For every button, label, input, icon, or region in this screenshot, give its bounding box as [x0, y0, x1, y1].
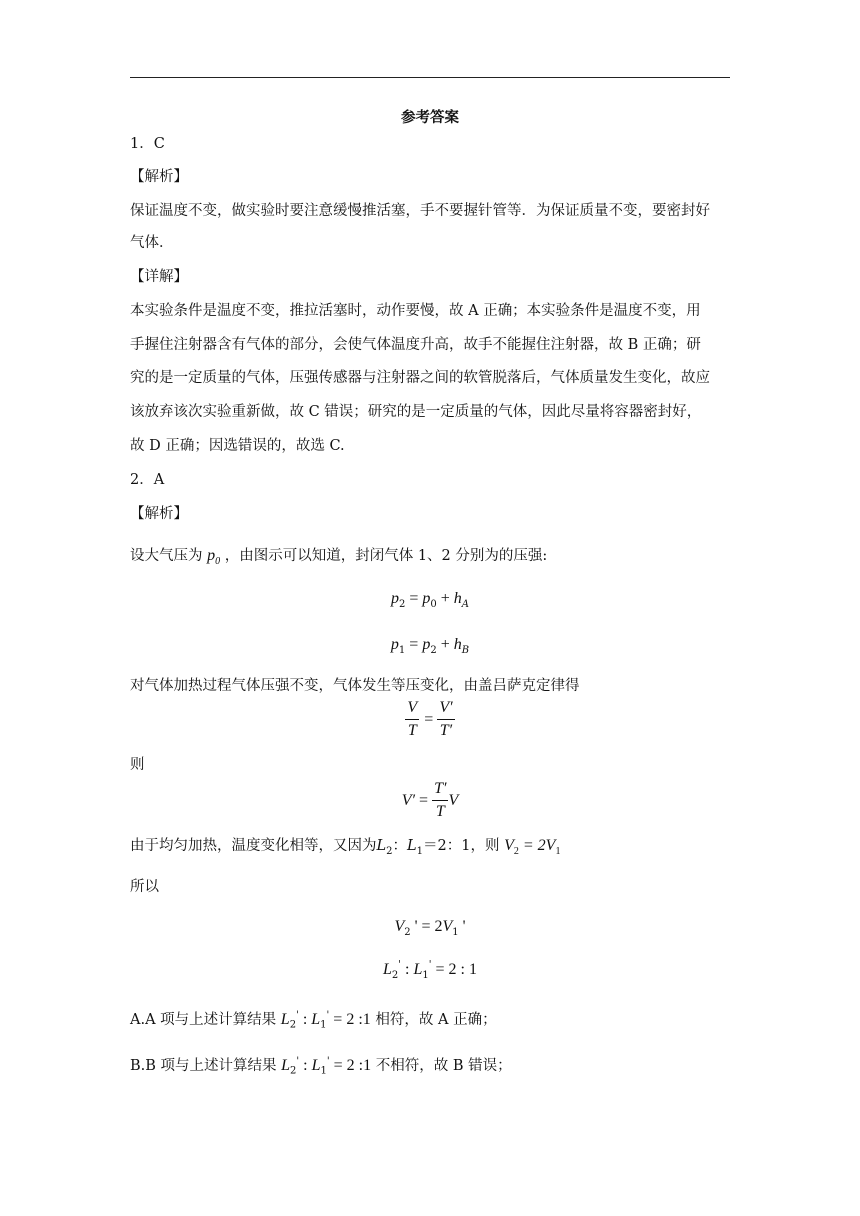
formula-p0: $p_0$ — [207, 547, 221, 568]
q2-line-1 — [130, 546, 730, 572]
option-b-text-b: 不相符，故 B 错误； — [375, 1057, 512, 1074]
q1-detail-line-1: 本实验条件是温度不变，推拉活塞时，动作要慢，故 A 正确；本实验条件是温度不变，用 — [130, 303, 701, 319]
q1-detail-line-4: 该放弃该次实验重新做，故 C 错误；研究的是一定质量的气体，因此尽量将容器密封好， — [130, 404, 702, 420]
q2-line-2: 对气体加热过程气体压强不变，气体发生等压变化，由盖吕萨克定律得 — [130, 678, 580, 694]
q2-line-3: 则 — [130, 757, 145, 773]
option-b-line: B.B 项与上述计算结果 $L_2'$ : $L_1' = 2$ :1 不相符，故 B 错误； — [130, 1056, 512, 1077]
option-a-text-b: 相符，故 A 正确； — [375, 1011, 497, 1028]
equation-v2prime: $V_2$ ' = $2V_1$ ' — [394, 918, 466, 939]
equation-gay-lussac: $\frac{V}{T}$ = $\frac{V'}{T'}$ — [407, 699, 453, 739]
q2-line-4-text-b: ，则 — [470, 838, 500, 854]
equation-l-ratio: $L_2'$ : $L_1' = 2$ : 1 — [383, 959, 477, 982]
q2-line-1-text-a: 设大气压为 — [130, 548, 203, 564]
q1-detail-line-3: 究的是一定质量的气体，压强传感器与注射器之间的软管脱落后，气体质量发生变化，故应 — [130, 370, 710, 386]
equation-p2: $p_2 = p_0 + h_A$ — [390, 590, 470, 611]
q2-line-1-text-b: ，由图示可以知道，封闭气体 1、2 分别为的压强: — [224, 548, 548, 564]
option-a-line: A.A 项与上述计算结果 $L_2'$ : $L_1' = 2$ :1 相符，故 A 正确； — [130, 1010, 497, 1031]
q1-analysis-line-2: 气体． — [130, 235, 174, 251]
q2-answer: 2．A — [130, 472, 165, 488]
equation-p1: $p_1 = p_2 + h_B$ — [390, 636, 470, 657]
page-title: 参考答案 — [401, 109, 459, 126]
q1-detail-line-5: 故 D 正确；因选错误的，故选 C. — [130, 438, 345, 454]
q1-analysis-tag: 【解析】 — [130, 169, 188, 185]
equation-v-prime: V′ = $\frac{T'}{T}$ V — [401, 780, 459, 820]
q2-line-5: 所以 — [130, 879, 159, 895]
option-b-text-a: B.B 项与上述计算结果 — [130, 1057, 277, 1074]
q1-detail-line-2: 手握住注射器含有气体的部分，会使气体温度升高，故手不能握住注射器，故 B 正确；研 — [130, 337, 701, 353]
q2-ratio-text: $L_2$：$L_1=2$：1 — [376, 838, 471, 857]
option-a-text-a: A.A 项与上述计算结果 — [130, 1011, 277, 1028]
q1-answer: 1．C — [130, 136, 165, 152]
q2-line-4-text-a: 由于均匀加热，温度变化相等，又因为 — [130, 838, 377, 854]
q1-detail-tag: 【详解】 — [130, 269, 188, 285]
q2-line-4 — [130, 836, 730, 862]
header-rule — [130, 77, 730, 78]
formula-v2-2v1: $V_2 = 2V_1$ — [504, 837, 561, 858]
q2-analysis-tag: 【解析】 — [130, 506, 188, 522]
q1-analysis-line-1: 保证温度不变，做实验时要注意缓慢推活塞，手不要握针管等．为保证质量不变，要密封好 — [130, 203, 710, 219]
